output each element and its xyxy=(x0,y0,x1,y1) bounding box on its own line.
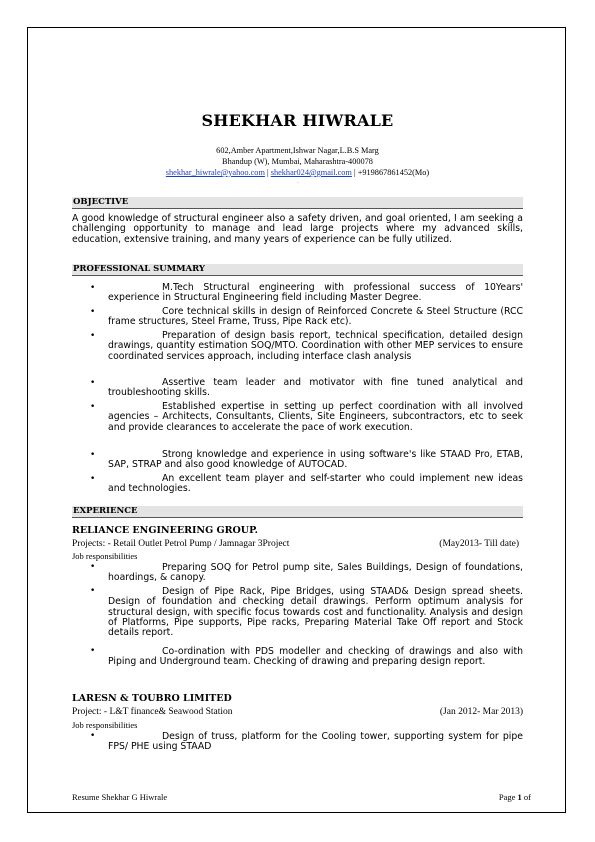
bullet-icon: • xyxy=(90,450,96,460)
summary-item: M.Tech Structural engineering with professional success of 10Years' experience in Structural Engineering field including Master Degree. xyxy=(108,282,523,304)
summary-item: Core technical skills in design of Reinforced Concrete & Steel Structure (RCC frame structures, Steel Frame, Truss, Pipe Rack etc). xyxy=(108,306,523,328)
bullet-icon: • xyxy=(90,646,96,656)
summary-item: Preparation of design basis report, technical specification, detailed design drawings, quantity estimation SOQ/MTO. Coordination with other MEP services to ensure coordinated services approach, including interface clash analysis xyxy=(108,330,523,362)
bullet-icon: • xyxy=(90,378,96,388)
summary-item: Established expertise in setting up perfect coordination with all involved agencies – Architects, Consultants, Clients, Site Engineers, subcontractors, etc to seek and provide clearances to accelerate the pace of work execution. xyxy=(108,401,523,433)
project-title: Project: - L&T finance& Seawood Station xyxy=(72,707,233,717)
bullet-icon: • xyxy=(90,731,96,741)
page-footer xyxy=(72,792,531,802)
section-heading-summary: PROFESSIONAL SUMMARY xyxy=(72,264,523,276)
job-item: Co-ordination with PDS modeller and checking of drawings and also with Piping and Underground team. Checking of drawing and preparing design report. xyxy=(108,646,523,668)
project-dates: (May2013- Till date) xyxy=(439,539,519,549)
company-name: LARESN & TOUBRO LIMITED xyxy=(72,693,232,704)
summary-item: Strong knowledge and experience in using software's like STAAD Pro, ETAB, SAP, STRAP and also good knowledge of AUTOCAD. xyxy=(108,449,523,471)
job-item: Design of Pipe Rack, Pipe Bridges, using STAAD& Design spread sheets. Design of foundation and checking detail drawings. Perform optimum analysis for structural design, with specific focus towards cost and functionality. Analysis and design of Platforms, Pipe supports, Pipe racks, Preparing Material Take Off report and Stock details report. xyxy=(108,586,523,639)
address-line-2: Bhandup (W), Mumbai, Maharashtra-400078 xyxy=(222,157,373,166)
project-line xyxy=(72,707,523,718)
project-dates: (Jan 2012- Mar 2013) xyxy=(439,707,523,717)
candidate-name: SHEKHAR HIWRALE xyxy=(201,111,394,130)
project-line xyxy=(72,539,523,550)
objective-text: A good knowledge of structural engineer also a safety driven, and goal oriented, I am seeking a challenging opportunity to manage and lead large projects where my advanced skills, education, extensive training, and many years of experience can be fully utilized. xyxy=(72,213,523,245)
bullet-icon: • xyxy=(90,307,96,317)
email-link-yahoo[interactable]: shekhar_hiwrale@yahoo.com xyxy=(165,168,265,177)
address-line-1: 602,Amber Apartment,Ishwar Nagar,L.B.S Marg xyxy=(216,146,379,155)
bullet-icon: • xyxy=(90,331,96,341)
decorative-dot: · xyxy=(297,180,299,187)
email-link-gmail[interactable]: shekhar024@gmail.com xyxy=(270,168,352,177)
bullet-icon: • xyxy=(90,586,96,596)
section-heading-experience: EXPERIENCE xyxy=(72,506,523,518)
contact-separator: | xyxy=(351,168,358,177)
job-responsibilities-label: Job responsibilities xyxy=(72,720,138,730)
project-title: Projects: - Retail Outlet Petrol Pump / Jamnagar 3Project xyxy=(72,539,290,549)
bullet-icon: • xyxy=(90,562,96,572)
page-number xyxy=(499,792,531,802)
job-responsibilities-label: Job responsibilities xyxy=(72,551,138,561)
page-of-label: of xyxy=(521,792,531,802)
page-label: Page xyxy=(498,792,518,802)
summary-item: An excellent team player and self-starter who could implement new ideas and technologies. xyxy=(108,473,523,495)
bullet-icon: • xyxy=(90,474,96,484)
contact-separator: | xyxy=(264,168,271,177)
summary-item: Assertive team leader and motivator with fine tuned analytical and troubleshooting skills. xyxy=(108,377,523,399)
section-heading-objective: OBJECTIVE xyxy=(72,197,523,209)
job-item: Design of truss, platform for the Cooling tower, supporting system for pipe FPS/ PHE using STAAD xyxy=(108,731,523,753)
bullet-icon: • xyxy=(90,402,96,412)
job-item: Preparing SOQ for Petrol pump site, Sales Buildings, Design of foundations, hoardings, & canopy. xyxy=(108,562,523,584)
page-number-value: 1 xyxy=(517,792,522,802)
company-name: RELIANCE ENGINEERING GROUP. xyxy=(72,525,258,536)
footer-resume-label: Resume Shekhar G Hiwrale xyxy=(72,792,168,802)
phone-number: +919867861452(Mo) xyxy=(357,168,430,177)
bullet-icon: • xyxy=(90,283,96,293)
contact-line xyxy=(0,168,595,178)
